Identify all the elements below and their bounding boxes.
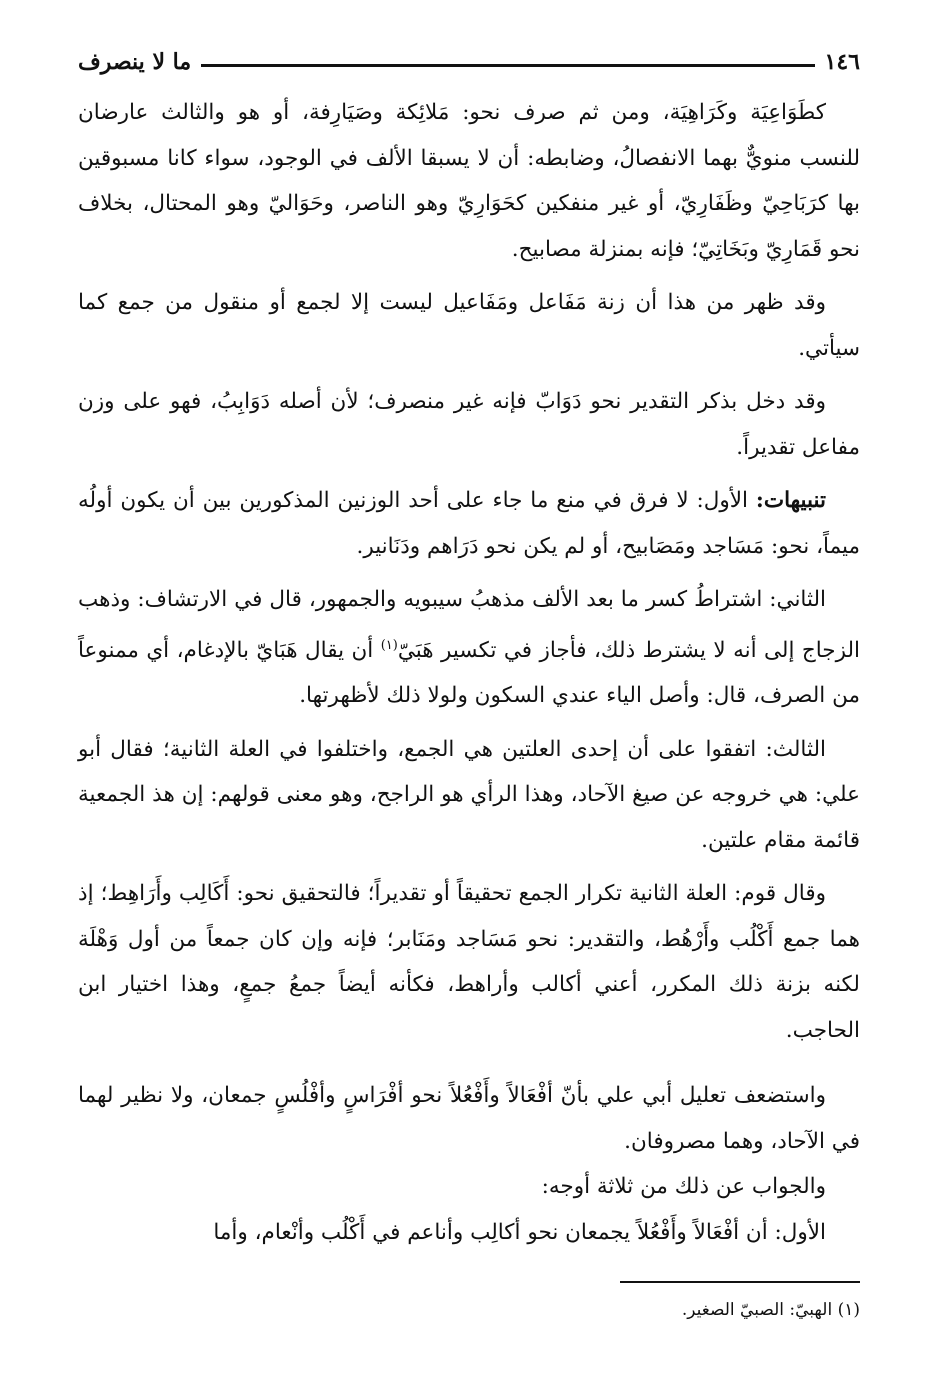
section-lead: تنبيهات: [755, 488, 826, 513]
page-number: ١٤٦ [824, 49, 860, 75]
running-title: ما لا ينصرف [78, 49, 192, 75]
paragraph-9: والجواب عن ذلك من ثلاثة أوجه: [541, 1174, 826, 1200]
paragraph-1: كطَوَاعِيَة وكَرَاهِيَة، ومن ثم صرف نحو: مَلائِكة وصَيَارِفة، أو هو والثالث عارضان للنسب منويٌّ بهما الانفصالُ، وضابطه: أن لا يسبقا الألف في الوجود، سواء كانا مسبوقين بها كرَبَاحِيّ وظَفَارِيّ، أو غير منفكين كحَوَارِيّ وهو الناصر، وحَوَاليّ وهو المحتال، بخلاف نحو قَمَارِيّ وبَخَاتِيّ؛ فإنه بمنزلة مصابيح. [78, 100, 860, 262]
footnote-ref: (١) [380, 637, 398, 653]
footnote-rule [620, 1281, 860, 1283]
header-rule [201, 64, 814, 67]
paragraph-6: الثالث: اتفقوا على أن إحدى العلتين هي الجمع، واختلفوا في العلة الثانية؛ فقال أبو علي: هي خروجه عن صيغ الآحاد، وهذا الرأي هو الراجح، وهو معنى قولهم: إن هذ الجمعية قائمة مقام علتين. [78, 736, 860, 853]
paragraph-8: واستضعف تعليل أبي علي بأنّ أفْعَالاً وأَفْعُلاً نحو أفْرَاسٍ وأفْلُسٍ جمعان، ولا نظير لهما في الآحاد، وهما مصروفان. [78, 1083, 860, 1154]
paragraph-7: وقال قوم: العلة الثانية تكرار الجمع تحقيقاً أو تقديراً؛ فالتحقيق نحو: أَكَالِب وأَرَاهِط؛ إذ هما جمع أَكْلُب وأَرْهُط، والتقدير: نحو مَسَاجد ومَنَابر؛ فإنه وإن كان جمعاً من أول وَهْلَة لكنه بزنة ذلك المكرر، أعني أكالب وأراهط، فكأنه أيضاً جمعُ جمعٍ، وهذا اختيار ابن الحاجب. [78, 881, 860, 1043]
paragraph-4: تنبيهات: الأول: لا فرق في منع ما جاء على أحد الوزنين المذكورين بين أن يكون أولُه ميماً، نحو: مَسَاجد ومَصَابيح، أو لم يكن نحو دَرَاهم ودَنَانير. [78, 488, 860, 559]
footnote: (١) الهبيّ: الصبيّ الصغير. [681, 1300, 860, 1321]
paragraph-3: وقد دخل بذكر التقدير نحو دَوَابّ فإنه غير منصرف؛ لأن أصله دَوَابِبُ، فهو على وزن مفاعل تقديراً. [78, 389, 860, 460]
paragraph-10: الأول: أن أفْعَالاً وأَفْعُلاً يجمعان نحو أكالِب وأناعم في أَكْلُب وأنْعام، وأما [213, 1219, 826, 1245]
book-page [78, 40, 860, 1325]
paragraph-2: وقد ظهر من هذا أن زنة مَفَاعل ومَفَاعيل ليست إلا لجمع أو منقول من جمع كما سيأتي. [78, 290, 860, 361]
paragraph-5: الثاني: اشتراطُ كسر ما بعد الألف مذهبُ سيبويه والجمهور، قال في الارتشاف: وذهب الزجاج إلى أنه لا يشترط ذلك، فأجاز في تكسير هَبَيّ$^{(١)}$ أن يقال هَبَايّ بالإدغام، أي ممنوعاً من الصرف، قال: وأصل الياء عندي السكون ولولا ذلك لأظهرتها. [78, 587, 860, 709]
page-header [78, 40, 860, 84]
